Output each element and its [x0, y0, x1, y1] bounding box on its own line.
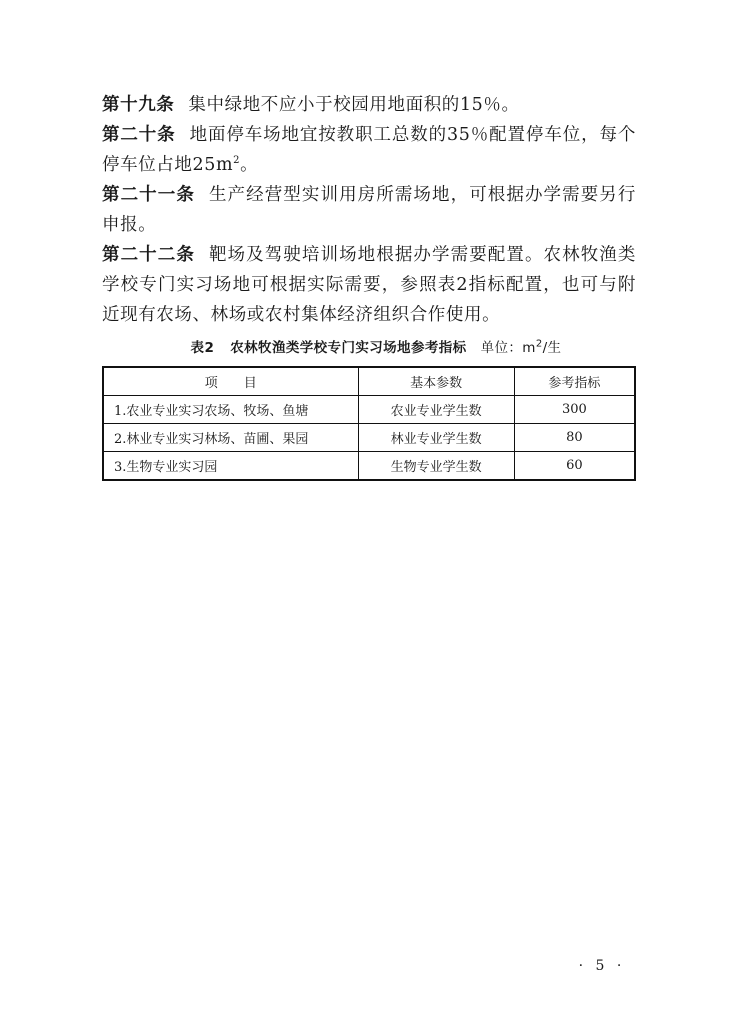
cell-reference: 80 — [514, 424, 635, 452]
table-caption — [102, 336, 636, 356]
table-header-row — [103, 367, 635, 396]
article-text: 生产经营型实训用房所需场地，可根据办学需要另行申报。 — [102, 185, 636, 235]
article-22 — [102, 240, 636, 330]
table-title: 农林牧渔类学校专门实习场地参考指标 — [230, 340, 467, 356]
article-label: 第二十条 — [102, 125, 176, 145]
header-item: 项 目 — [103, 367, 358, 396]
article-19 — [102, 90, 636, 120]
cell-reference: 300 — [514, 396, 635, 424]
article-text-end: 。 — [240, 155, 259, 175]
article-text: 集中绿地不应小于校园用地面积的15％。 — [188, 95, 520, 115]
header-reference: 参考指标 — [514, 367, 635, 396]
cell-parameter: 林业专业学生数 — [358, 424, 514, 452]
article-text: 靶场及驾驶培训场地根据办学需要配置。农林牧渔类学校专门实习场地可根据实际需要，参照表2指标配置，也可与附近现有农场、林场或农村集体经济组织合作使用。 — [102, 245, 636, 325]
document-body — [102, 90, 636, 481]
article-label: 第二十二条 — [102, 245, 195, 265]
article-text: 地面停车场地宜按教职工总数的35％配置停车位，每个停车位占地25m — [102, 125, 636, 175]
table-row — [103, 396, 635, 424]
table-row — [103, 452, 635, 481]
article-label: 第二十一条 — [102, 185, 195, 205]
cell-item: 2.林业专业实习林场、苗圃、果园 — [103, 424, 358, 452]
reference-table — [102, 366, 636, 481]
cell-item: 3.生物专业实习园 — [103, 452, 358, 481]
cell-parameter: 生物专业学生数 — [358, 452, 514, 481]
cell-parameter: 农业专业学生数 — [358, 396, 514, 424]
cell-item: 1.农业专业实习农场、牧场、鱼塘 — [103, 396, 358, 424]
table-number: 表2 — [190, 340, 215, 356]
article-20 — [102, 120, 636, 180]
cell-reference: 60 — [514, 452, 635, 481]
header-parameter: 基本参数 — [358, 367, 514, 396]
page-number: · 5 · — [578, 958, 626, 974]
article-label: 第十九条 — [102, 95, 175, 115]
article-21 — [102, 180, 636, 240]
table-row — [103, 424, 635, 452]
superscript: 2 — [233, 155, 241, 167]
table-unit: 单位：$m^2/$生 — [480, 338, 562, 356]
